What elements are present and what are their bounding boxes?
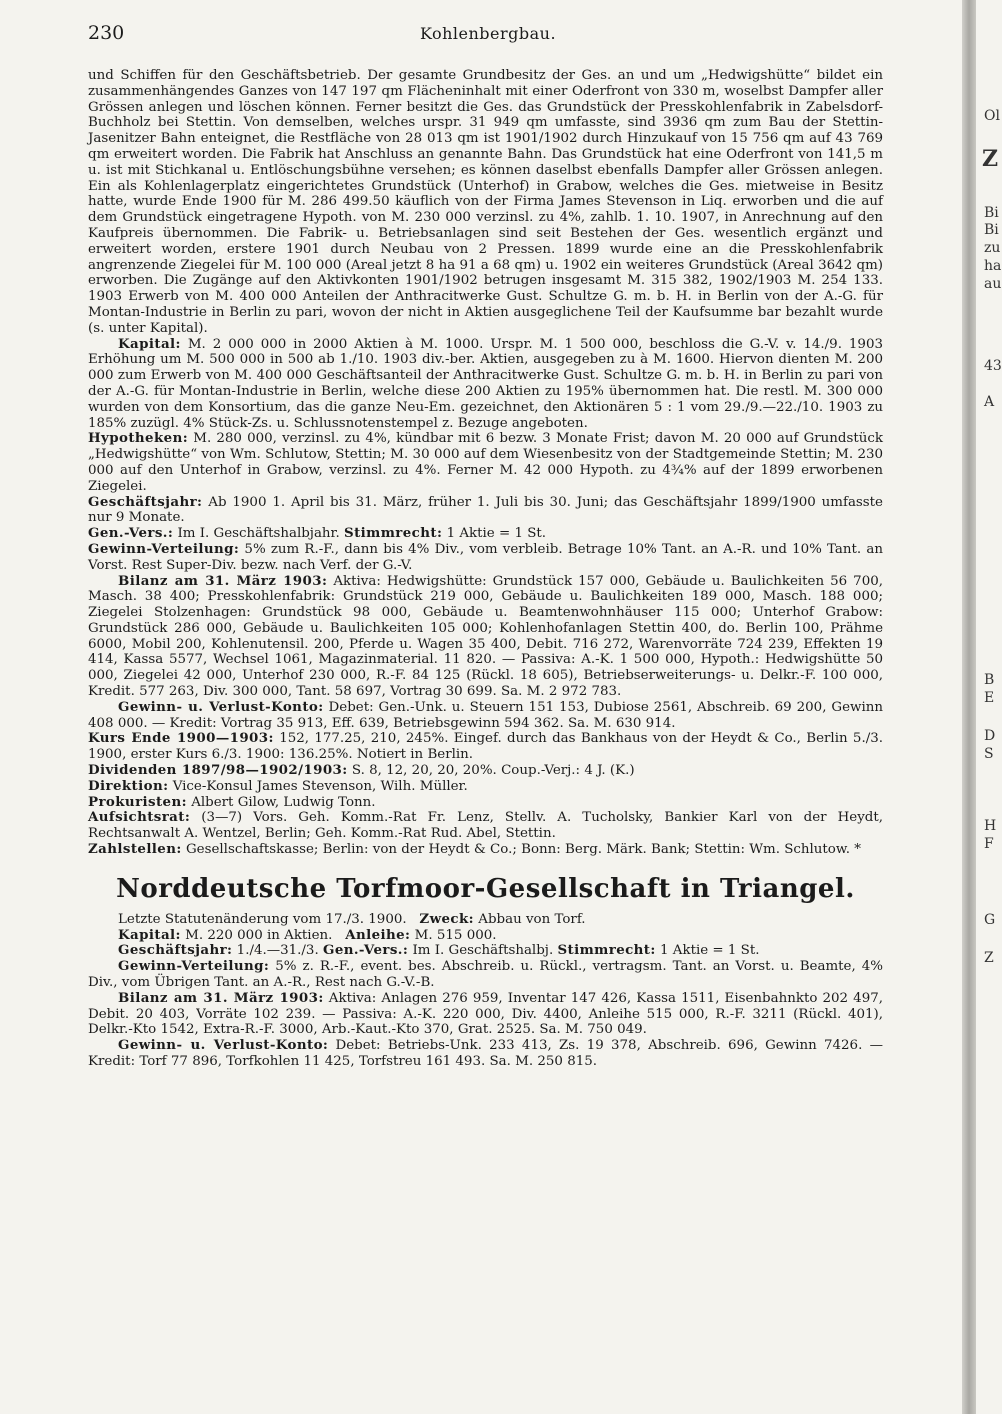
margin-fragment: S bbox=[984, 746, 994, 762]
entry-gen-vers: Gen.-Vers.: Im I. Geschäftshalbjahr. Stimmrecht: 1 Aktie = 1 St. bbox=[88, 525, 547, 542]
entry-zahlstellen: Zahlstellen: Gesellschaftskasse; Berlin: von der Heydt & Co.; Bonn: Berg. Märk. Bank; Stettin: Wm. Schlutow. * bbox=[88, 841, 861, 858]
margin-fragment: H bbox=[984, 818, 997, 834]
page-header bbox=[88, 22, 888, 48]
margin-fragment: B bbox=[984, 672, 995, 688]
s2-gewinn-verteilung: Gewinn-Verteilung: 5% z. R.-F., event. bes. Abschreib. u. Rückl., vertragsm. Tant. an Vorst. u. Beamte, 4% Div., vom Übrigen Tant. an A.-R., Rest nach G.-V.-B. bbox=[88, 958, 883, 991]
margin-fragment: Ol bbox=[984, 108, 1000, 124]
entry-kapital: Kapital: M. 2 000 000 in 2000 Aktien à M. 1000. Urspr. M. 1 500 000, beschloss die G.-V. v. 14./9. 1903 Erhöhung um M. 500 000 in 500 ab 1./10. 1903 div.-ber. Aktien, ausgegeben zu à M. 1600. Hiervon dienten M. 200 000 zum Erwerb von M. 400 000 Geschäftsanteil der Anthracitwerke Gust. Schultze G. m. b. H. in Berlin zu pari von der A.-G. für Montan-Industrie in Berlin, welche diese 200 Aktien zu 195% übernommen hat. Die restl. M. 300 000 wurden von dem Konsortium, das die ganze Neu-Em. gezeichnet, den Aktionären 5 : 1 vom 29./9.—22./10. 1903 zu 185% zuzügl. 4% Stück-Zs. u. Schlussnotenstempel z. Bezuge angeboten. bbox=[88, 335, 883, 431]
entry-kurs: Kurs Ende 1900—1903: 152, 177.25, 210, 245%. Eingef. durch das Bankhaus von der Heydt & Co., Berlin 5./3. 1900, erster Kurs 6./3. 1900: 136.25%. Notiert in Berlin. bbox=[88, 730, 883, 763]
margin-fragment: au bbox=[984, 276, 1002, 292]
entry-hypotheken: Hypotheken: M. 280 000, verzinsl. zu 4%, kündbar mit 6 bezw. 3 Monate Frist; davon M. 20 000 auf Grundstück „Hedwigshütte“ von Wm. Schlutow, Stettin; M. 30 000 auf dem Wiesenbesitz von der Stadtgemeinde Stettin; M. 230 000 auf den Unterhof in Grabow, verzinsl. zu 4%. Ferner M. 42 000 Hypoth. zu 4¾% auf der 1899 erworbenen Ziegelei. bbox=[88, 430, 883, 494]
page-binding-shadow bbox=[962, 0, 976, 1414]
s2-gewinn-verlust: Gewinn- u. Verlust-Konto: Debet: Betriebs-Unk. 233 413, Zs. 19 378, Abschreib. 696, Gewinn 7426. — Kredit: Torf 77 896, Torfkohlen 11 425, Torfstreu 161 493. Sa. M. 250 815. bbox=[88, 1037, 883, 1070]
margin-fragment: ha bbox=[984, 258, 1002, 274]
s2-statute-zweck: Letzte Statutenänderung vom 17./3. 1900. Zweck: Abbau von Torf. bbox=[118, 910, 586, 927]
margin-fragment: Z bbox=[982, 146, 999, 172]
entry-prokuristen: Prokuristen: Albert Gilow, Ludwig Tonn. bbox=[88, 793, 376, 810]
entry-gewinn-verteilung: Gewinn-Verteilung: 5% zum R.-F., dann bis 4% Div., vom verbleib. Betrage 10% Tant. an A.-R. und 10% Tant. an Vorst. Rest Super-Div. bezw. nach Verf. der G.-V. bbox=[88, 540, 883, 573]
s2-kapital-anleihe: Kapital: M. 220 000 in Aktien. Anleihe: M. 515 000. bbox=[118, 926, 497, 943]
s2-bilanz: Bilanz am 31. März 1903: Aktiva: Anlagen 276 959, Inventar 147 426, Kassa 1511, Eisenbahnkto 202 497, Debit. 20 403, Vorräte 102 239. — Passiva: A.-K. 220 000, Div. 4400, Anleihe 515 000, R.-F. 3211 (Rückl. 401), Delkr.-Kto 1542, Extra-R.-F. 3000, Arb.-Kaut.-Kto 370, Grat. 2525. Sa. M. 750 049. bbox=[88, 989, 883, 1038]
margin-fragment: zu bbox=[984, 240, 1001, 256]
entry-direktion: Direktion: Vice-Konsul James Stevenson, Wilh. Müller. bbox=[88, 777, 468, 794]
entry-aufsichtsrat: Aufsichtsrat: (3—7) Vors. Geh. Komm.-Rat Fr. Lenz, Stellv. A. Tucholsky, Bankier Karl von der Heydt, Rechtsanwalt A. Wentzel, Berlin; Geh. Komm.-Rat Rud. Abel, Stettin. bbox=[88, 809, 884, 842]
margin-fragment: D bbox=[984, 728, 996, 744]
margin-fragment: Bi bbox=[984, 205, 999, 221]
continuation-paragraph: und Schiffen für den Geschäftsbetrieb. Der gesamte Grundbesitz der Ges. an und um „Hedwigshütte“ bildet ein zusammenhängendes Ganzes von 147 197 qm Flächeninhalt mit einer Oderfront von 330 m, woselbst Dampfer aller Grössen anlegen und löschen können. Ferner besitzt die Ges. das Grundstück der Presskohlenfabrik in Zabelsdorf-Buchholz bei Stettin. Von demselben, welches urspr. 31 949 qm umfasste, sind 3936 qm zum Bau der Stettin-Jasenitzer Bahn enteignet, die Restfläche von 28 013 qm ist 1901/1902 durch Hinzukauf von 15 756 qm auf 43 769 qm erweitert worden. Die Fabrik hat Anschluss an genannte Bahn. Das Grundstück hat eine Oderfront von 141,5 m u. ist mit Stichkanal u. Entlöschungsbühne versehen; es können daselbst ebenfalls Dampfer aller Grössen anlegen. Ein als Kohlenlagerplatz eingerichtetes Grundstück (Unterhof) in Grabow, welches die Ges. mietweise in Besitz hatte, wurde Ende 1900 für M. 286 499.50 käuflich von der Firma James Stevenson in Liq. erworben und die auf dem Grundstück eingetragene Hypoth. von M. 230 000 verzinsl. zu 4%, zahlb. 1. 10. 1907, in Anrechnung auf den Kaufpreis übernommen. Die Fabrik- u. Betriebsanlagen sind seit Bestehen der Ges. wesentlich ergänzt und erweitert worden, erstere 1901 durch Neubau von 2 Pressen. 1899 wurde eine an die Presskohlenfabrik angrenzende Ziegelei für M. 100 000 (Areal jetzt 8 ha 91 a 68 qm) u. 1902 ein weiteres Grundstück (Areal 3642 qm) erworben. Die Zugänge auf den Aktivkonten 1901/1902 betrugen insgesamt M. 315 382, 1902/1903 M. 254 133. 1903 Erwerb von M. 400 000 Anteilen der Anthracitwerke Gust. Schultze G. m. b. H. in Berlin von der A.-G. für Montan-Industrie in Berlin zu pari, wovon der nicht in Aktien ausgeglichene Teil der Kaufsumme bar bezahlt wurde (s. unter Kapital). bbox=[88, 68, 883, 336]
section-title: Norddeutsche Torfmoor-Gesellschaft in Triangel. bbox=[116, 873, 855, 904]
margin-fragment: Z bbox=[984, 950, 994, 966]
margin-fragment: 43 bbox=[984, 358, 1002, 374]
margin-fragment: Bi bbox=[984, 222, 999, 238]
facing-page-margin bbox=[980, 0, 1000, 1414]
page-number: 230 bbox=[88, 22, 125, 44]
margin-fragment: A bbox=[984, 394, 995, 410]
entry-dividenden: Dividenden 1897/98—1902/1903: S. 8, 12, 20, 20, 20%. Coup.-Verj.: 4 J. (K.) bbox=[88, 762, 635, 779]
text-column bbox=[88, 68, 883, 1070]
margin-fragment: F bbox=[984, 836, 994, 852]
margin-fragment: G bbox=[984, 912, 996, 928]
entry-gewinn-verlust: Gewinn- u. Verlust-Konto: Debet: Gen.-Unk. u. Steuern 151 153, Dubiose 2561, Abschreib. 69 200, Gewinn 408 000. — Kredit: Vortrag 35 913, Eff. 639, Betriebsgewinn 594 362. Sa. M. 630 914. bbox=[88, 698, 883, 731]
entry-geschaeftsjahr: Geschäftsjahr: Ab 1900 1. April bis 31. März, früher 1. Juli bis 30. Juni; das Geschäftsjahr 1899/1900 umfasste nur 9 Monate. bbox=[88, 493, 883, 526]
entry-bilanz: Bilanz am 31. März 1903: Aktiva: Hedwigshütte: Grundstück 157 000, Gebäude u. Baulichkeiten 56 700, Masch. 38 400; Presskohlenfabrik: Grundstück 219 000, Gebäude u. Baulichkeiten 189 000, Masch. 188 000; Ziegelei Stolzenhagen: Grundstück 98 000, Gebäude u. Beamtenwohnhäuser 115 000; Unterhof Grabow: Grundstück 286 000, Gebäude u. Baulichkeiten 105 000; Kohlenhofanlagen Stettin 400, do. Berlin 100, Prähme 6000, Mobil 200, Kohlenutensil. 200, Pferde u. Wagen 35 400, Debit. 716 272, Warenvorräte 724 239, Effekten 19 414, Kassa 5577, Wechsel 1061, Magazinmaterial. 11 820. — Passiva: A.-K. 1 500 000, Hypoth.: Hedwigshütte 50 000, Ziegelei 42 000, Unterhof 230 000, R.-F. 84 125 (Rückl. 18 605), Betriebserweiterungs- u. Delkr.-F. 100 000, Kredit. 577 263, Div. 300 000, Tant. 58 697, Vortrag 30 699. Sa. M. 2 972 783. bbox=[88, 572, 883, 700]
s2-geschaeftsjahr: Geschäftsjahr: 1./4.—31./3. Gen.-Vers.: Im I. Geschäftshalbj. Stimmrecht: 1 Aktie = 1 St. bbox=[118, 942, 760, 959]
running-title: Kohlenbergbau. bbox=[419, 24, 557, 43]
margin-fragment: E bbox=[984, 690, 995, 706]
